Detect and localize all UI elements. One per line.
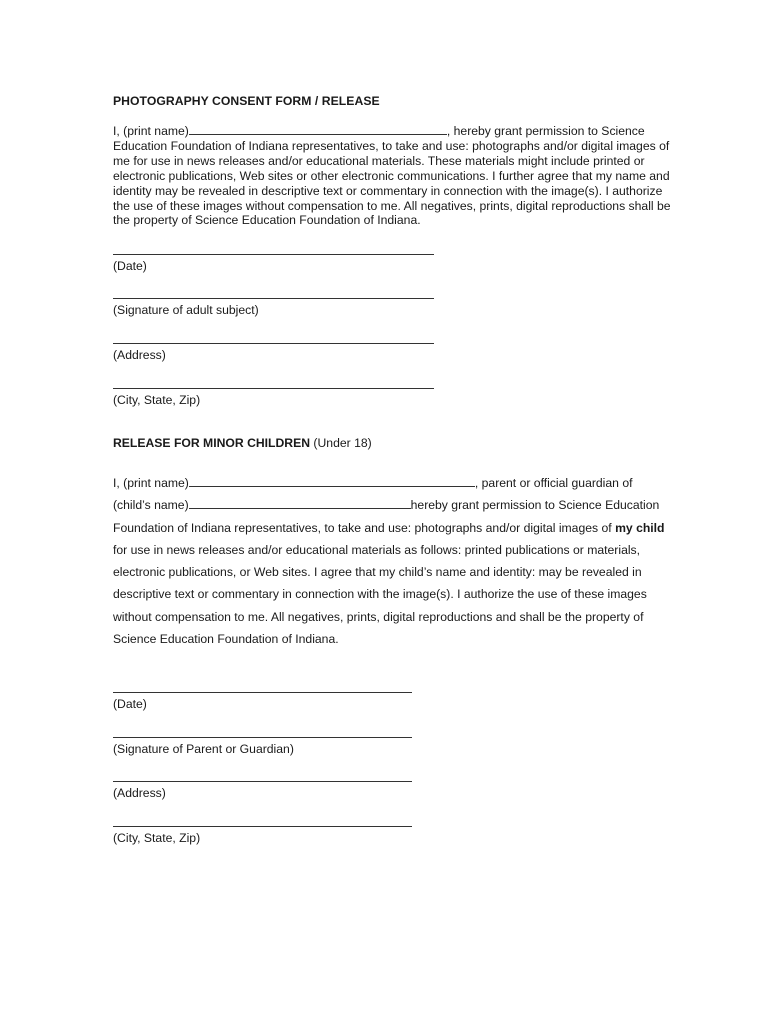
- signature-line: [113, 388, 434, 389]
- signature-line: [113, 343, 434, 344]
- adult-signature-field[interactable]: [113, 298, 434, 317]
- signature-line: [113, 254, 434, 255]
- adult-date-field[interactable]: [113, 254, 434, 273]
- adult-address-field[interactable]: [113, 343, 434, 362]
- signature-line: [113, 737, 412, 738]
- adult-signature-label: (Signature of adult subject): [113, 303, 259, 317]
- adult-consent-text: , hereby grant permission to Science Education Foundation of Indiana representatives, to take and use: photographs and/or digital images of me for use in news releases and/or educational materials. These materials might include printed or electronic publications, Web sites or other electronic communications. I further agree that my name and identity may be revealed in descriptive text or commentary in connection with the image(s). I authorize the use of these images without compensation to me. All negatives, prints, digital reproductions shall be the property of Science Education Foundation of Indiana.: [113, 124, 671, 228]
- adult-print-name-field[interactable]: [189, 123, 447, 135]
- minor-address-field[interactable]: [113, 781, 412, 800]
- guardian-signature-label: (Signature of Parent or Guardian): [113, 742, 294, 756]
- adult-date-label: (Date): [113, 259, 147, 273]
- adult-print-name-label: I, (print name): [113, 124, 189, 138]
- minor-date-field[interactable]: [113, 692, 412, 711]
- minor-release-heading: [113, 436, 372, 450]
- minor-guardian-text: , parent or official guardian of (child’s name): [113, 476, 633, 513]
- adult-consent-paragraph: [113, 123, 673, 228]
- signature-line: [113, 826, 412, 827]
- adult-address-label: (Address): [113, 348, 166, 362]
- minor-address-label: (Address): [113, 786, 166, 800]
- minor-consent-paragraph: [113, 472, 673, 650]
- form-title: PHOTOGRAPHY CONSENT FORM / RELEASE: [113, 94, 380, 108]
- minor-consent-text-1: hereby grant permission to Science Education Foundation of Indiana representatives, to take and use: photographs and/or digital images of: [113, 498, 660, 535]
- minor-heading-note: (Under 18): [310, 436, 372, 450]
- minor-print-name-label: I, (print name): [113, 476, 189, 490]
- adult-city-state-zip-label: (City, State, Zip): [113, 393, 201, 407]
- minor-heading-bold: RELEASE FOR MINOR CHILDREN: [113, 436, 311, 450]
- minor-print-name-field[interactable]: [189, 475, 475, 487]
- minor-city-state-zip-label: (City, State, Zip): [113, 831, 201, 845]
- minor-city-state-zip-field[interactable]: [113, 826, 412, 845]
- guardian-signature-field[interactable]: [113, 737, 412, 756]
- minor-consent-text-2: for use in news releases and/or educational materials as follows: printed publications or materials, electronic publications, or Web sites. I agree that my child’s name and identity: may be revealed in descriptive text or commentary in connection with the image(s). I authorize the use of these images without compensation to me. All negatives, prints, digital reproductions and shall be the property of Science Education Foundation of Indiana.: [113, 542, 647, 647]
- adult-city-state-zip-field[interactable]: [113, 388, 434, 407]
- minor-date-label: (Date): [113, 697, 147, 711]
- signature-line: [113, 298, 434, 299]
- signature-line: [113, 781, 412, 782]
- child-name-field[interactable]: [189, 497, 411, 509]
- signature-line: [113, 692, 412, 693]
- my-child-emphasis: my child: [615, 520, 665, 535]
